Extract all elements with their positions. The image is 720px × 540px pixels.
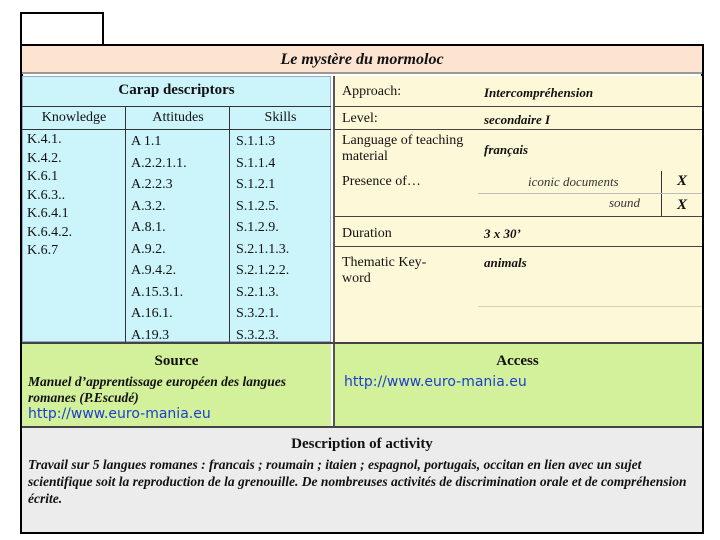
carap-col-sep-1 [125, 106, 126, 342]
column-knowledge: Knowledge [41, 110, 107, 125]
info-divider-4 [335, 246, 702, 247]
duration-value: 3 x 30’ [484, 226, 521, 241]
attitude-item: A.15.3.1. [131, 284, 184, 300]
source-link[interactable]: http://www.euro-mania.eu [28, 406, 211, 422]
skill-item: S.3.2.3. [236, 327, 279, 343]
attitude-item: A.9.2. [131, 241, 166, 257]
iconic-documents-mark: X [677, 173, 688, 189]
skill-item: S.3.2.1. [236, 306, 279, 321]
skill-item: S.1.1.3 [236, 134, 276, 149]
attitude-item: A.8.1. [131, 220, 166, 235]
level-value: secondaire I [484, 112, 551, 127]
skill-item: S.1.2.1 [236, 177, 276, 192]
attitude-item: A.3.2. [131, 198, 166, 214]
attitude-item: A.19.3 [131, 327, 170, 343]
skill-item: S.2.1.1.3. [236, 241, 290, 257]
attitude-item: A.16.1. [131, 306, 173, 321]
language-value: français [484, 142, 529, 157]
knowledge-item: K.6.4.2. [27, 224, 73, 240]
iconic-documents-label: iconic documents [528, 174, 619, 189]
attitude-item: A 1.1 [131, 134, 162, 149]
skills-list [236, 131, 330, 346]
column-attitudes: Attitudes [152, 110, 204, 125]
source-text: Manuel d’apprentissage européen des langues romanes (P.Escudé) [28, 374, 287, 405]
info-faint-divider [478, 306, 702, 307]
approach-label: Approach: [342, 84, 402, 99]
description-text: Travail sur 5 langues romanes : francais ; roumain ; itaien ; espagnol, portugais, occitan en lien avec un sujet scientifique soit la reproduction de la grenouille. De nombreuses activités de discrimination orale et de compréhension écrite. [28, 457, 687, 506]
source-heading: Source [154, 353, 199, 369]
presence-label: Presence of… [342, 174, 421, 189]
knowledge-item: K.6.4.1 [27, 206, 69, 221]
language-label: Language of teaching material [342, 133, 464, 164]
skill-item: S.1.2.5. [236, 198, 279, 214]
knowledge-item: K.6.7 [27, 243, 59, 258]
skill-item: S.2.1.3. [236, 284, 279, 300]
skill-item: S.1.2.9. [236, 220, 279, 235]
knowledge-item: K.4.2. [27, 150, 62, 166]
thematic-label: Thematic Key-word [342, 255, 427, 286]
carap-divider-top [22, 106, 331, 107]
carap-heading: Carap descriptors [118, 82, 235, 98]
attitude-item: A.9.4.2. [131, 263, 177, 278]
duration-label: Duration [342, 226, 392, 241]
attitudes-list [131, 131, 227, 346]
attitude-item: A.2.2.3 [131, 177, 173, 192]
skill-item: S.2.1.2.2. [236, 263, 290, 278]
knowledge-item: K.6.3.. [27, 187, 66, 203]
access-link[interactable]: http://www.euro-mania.eu [344, 374, 527, 390]
description-heading: Description of activity [291, 436, 433, 452]
knowledge-list [27, 131, 123, 261]
column-skills: Skills [264, 110, 297, 125]
knowledge-item: K.4.1. [27, 132, 62, 147]
sound-mark: X [677, 197, 688, 213]
info-divider-1 [335, 106, 702, 107]
carap-col-sep-2 [229, 106, 230, 342]
thematic-value: animals [484, 255, 527, 270]
info-divider-3 [335, 216, 702, 217]
knowledge-item: K.6.1 [27, 169, 59, 184]
info-divider-2 [335, 129, 702, 130]
presence-row-divider [478, 193, 702, 194]
activity-title: Le mystère du mormoloc [22, 46, 702, 74]
level-label: Level: [342, 111, 378, 126]
approach-value: Intercompréhension [484, 85, 594, 100]
carap-divider-header [22, 129, 331, 130]
access-heading: Access [496, 353, 539, 369]
skill-item: S.1.1.4 [236, 155, 276, 171]
slide-tab-decoration [20, 12, 104, 46]
attitude-item: A.2.2.1.1. [131, 155, 187, 171]
sound-label: sound [609, 195, 641, 210]
